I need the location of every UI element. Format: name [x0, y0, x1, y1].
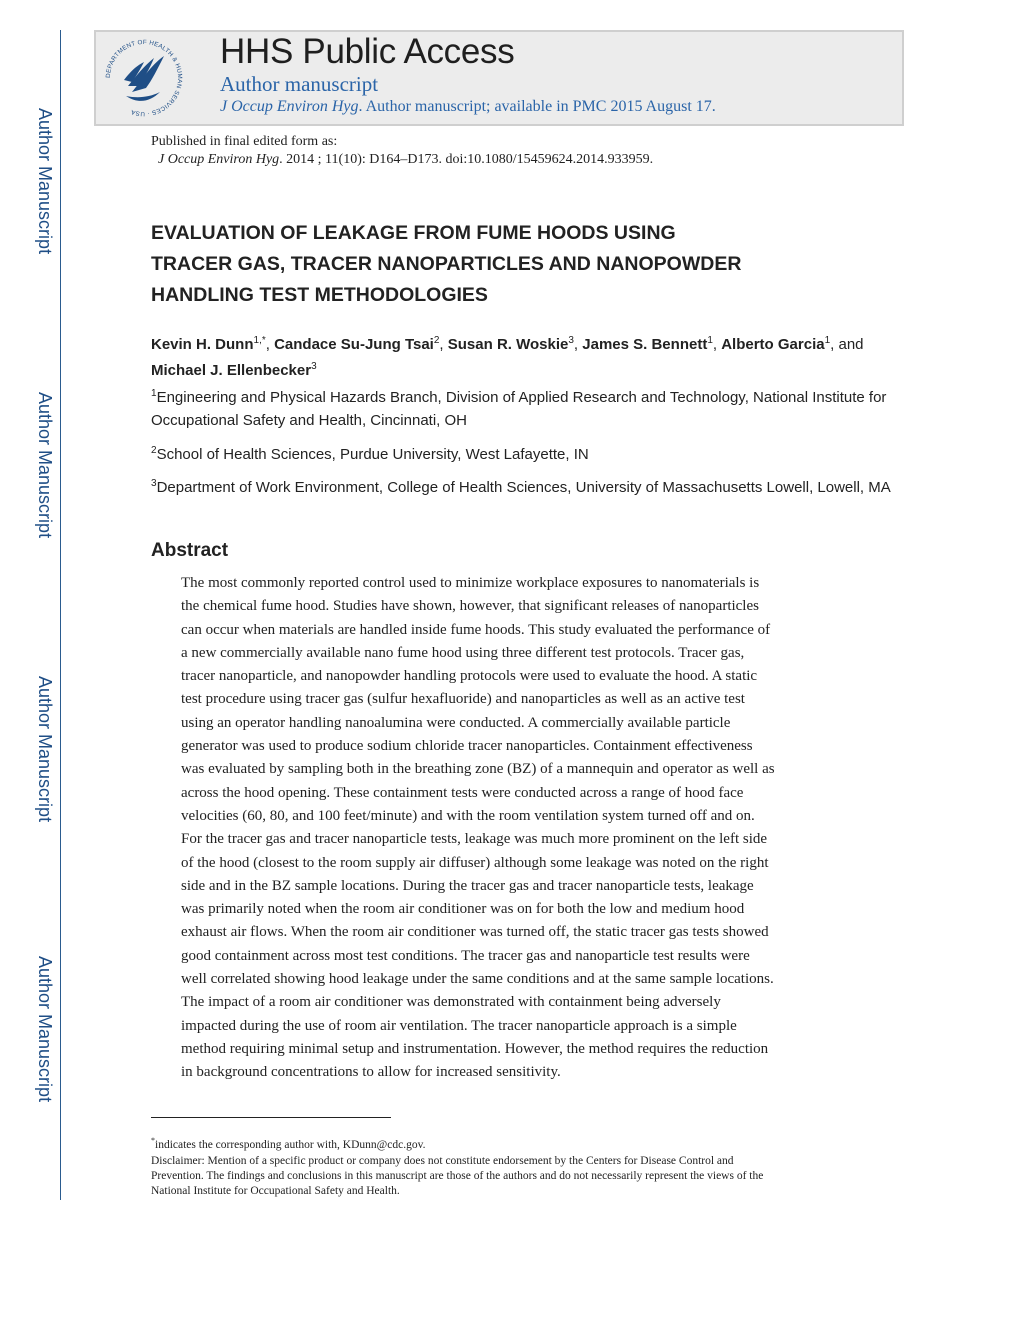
sidebar-label: Author Manuscript	[35, 108, 55, 255]
citation-line: J Occup Environ Hyg. 2014 ; 11(10): D164–D173. doi:10.1080/15459624.2014.933959.	[158, 152, 654, 167]
sidebar-label: Author Manuscript	[35, 956, 55, 1103]
title-line: HANDLING TEST METHODOLOGIES	[151, 284, 488, 306]
abstract-line: good containment across most test conditions. The tracer gas and nanoparticle test results were	[181, 947, 750, 964]
abstract-line: the chemical fume hood. Studies have shown, however, that significant releases of nanoparticles	[181, 598, 759, 615]
author-name: James S. Bennett	[582, 336, 708, 353]
disclaimer-line: National Institute for Occupational Safety and Health.	[151, 1185, 400, 1197]
corresponding-footnote: *indicates the corresponding author with, KDunn@cdc.gov.	[151, 1136, 426, 1151]
abstract-heading: Abstract	[151, 540, 229, 561]
published-label: Published in final edited form as:	[151, 134, 338, 149]
abstract-body	[181, 572, 861, 1085]
abstract-line: The impact of a room air conditioner was demonstrated with containment being adversely	[181, 994, 721, 1011]
abstract-line: generator was used to produce sodium chloride tracer nanoparticles. Containment effectiveness	[181, 738, 753, 755]
author-name: Susan R. Woskie	[447, 336, 569, 353]
affiliation: $^2$School of Health Sciences, Purdue University, West Lafayette, IN	[151, 445, 589, 463]
sidebar-label: Author Manuscript	[35, 392, 55, 539]
abstract-line: of the hood (closest to the room supply air diffuser) although some leakage was noted on the right	[181, 854, 769, 871]
hhs-logo	[102, 36, 186, 120]
abstract-line: impacted during the use of room air ventilation. The tracer nanoparticle approach is a simple	[181, 1017, 737, 1034]
author-list: Kevin H. Dunn$^{1,*}$, Candace Su-Jung Tsai$^2$, Susan R. Woskie$^3$, James S. Bennett$^1$, Alberto Garcia$^1$, and Michael J. Ellenbecker$^3$	[151, 335, 864, 379]
abstract-line: a new commercially available nano fume hood using three different test protocols. Tracer gas,	[181, 644, 745, 661]
abstract-line: well correlated showing hood leakage under the same conditions and at the same sample locations.	[181, 971, 774, 988]
availability-line: J Occup Environ Hyg. Author manuscript; available in PMC 2015 August 17.	[220, 98, 716, 115]
author-name: Kevin H. Dunn	[151, 336, 254, 353]
logo-ring-text: DEPARTMENT OF HEALTH & HUMAN SERVICES · USA	[104, 38, 184, 118]
abstract-line: test procedure using tracer gas (sulfur hexafluoride) and nanoparticles as well as an active test	[181, 691, 745, 708]
author-manuscript-label: Author manuscript	[220, 72, 379, 96]
abstract-line: side and in the BZ sample locations. During the tracer gas and tracer nanoparticle tests, leakage	[181, 877, 754, 894]
abstract-line: was primarily noted when the room air conditioner was on for both the low and medium hood	[181, 901, 745, 918]
author-name: Michael J. Ellenbecker	[151, 362, 312, 379]
margin-rule	[60, 30, 61, 1200]
abstract-line: in background concentrations to allow for increased sensitivity.	[181, 1064, 561, 1081]
abstract-line: exhaust air flows. When the room air conditioner was turned off, the static tracer gas tests showed	[181, 924, 769, 941]
disclaimer	[151, 1154, 871, 1199]
hhs-title: HHS Public Access	[220, 32, 515, 71]
disclaimer-line: Prevention. The findings and conclusions in this manuscript are those of the authors and do not necessarily represent the views of the	[151, 1170, 764, 1182]
paper-title	[151, 218, 911, 311]
abstract-line: For the tracer gas and tracer nanoparticle tests, leakage was much more prominent on the left side	[181, 831, 768, 848]
abstract-line: using an operator handling nanoalumina were conducted. A commercially available particle	[181, 714, 731, 731]
affiliation: $^1$Engineering and Physical Hazards Branch, Division of Applied Research and Technology, National Institute for Occupational Safety and Health, Cincinnati, OH	[151, 388, 887, 429]
abstract-line: can occur when materials are handled inside fume hoods. This study evaluated the performance of	[181, 621, 771, 638]
affiliation: $^3$Department of Work Environment, College of Health Sciences, University of Massachusetts Lowell, Lowell, MA	[151, 478, 891, 496]
abstract-line: across the hood opening. These containment tests were conducted across a range of hood face	[181, 784, 744, 801]
author-name: Alberto Garcia	[721, 336, 825, 353]
disclaimer-line: Disclaimer: Mention of a specific product or company does not constitute endorsement by the Centers for Disease Control and	[151, 1155, 734, 1167]
sidebar-label: Author Manuscript	[35, 676, 55, 823]
abstract-line: velocities (60, 80, and 100 feet/minute) and with the room ventilation system turned off and on.	[181, 807, 755, 824]
abstract-line: was evaluated by sampling both in the breathing zone (BZ) of a mannequin and operator as well as	[181, 761, 775, 778]
title-line: TRACER GAS, TRACER NANOPARTICLES AND NANOPOWDER	[151, 253, 742, 275]
author-name: Candace Su-Jung Tsai	[274, 336, 434, 353]
abstract-line: tracer nanoparticle, and nanopowder handling protocols were used to evaluate the hood. A static	[181, 668, 758, 685]
abstract-line: method requiring minimal setup and instrumentation. However, the method requires the reduction	[181, 1040, 769, 1057]
footnote-rule	[151, 1117, 391, 1118]
title-line: EVALUATION OF LEAKAGE FROM FUME HOODS USING	[151, 222, 676, 244]
abstract-line: The most commonly reported control used to minimize workplace exposures to nanomaterials is	[181, 575, 760, 591]
